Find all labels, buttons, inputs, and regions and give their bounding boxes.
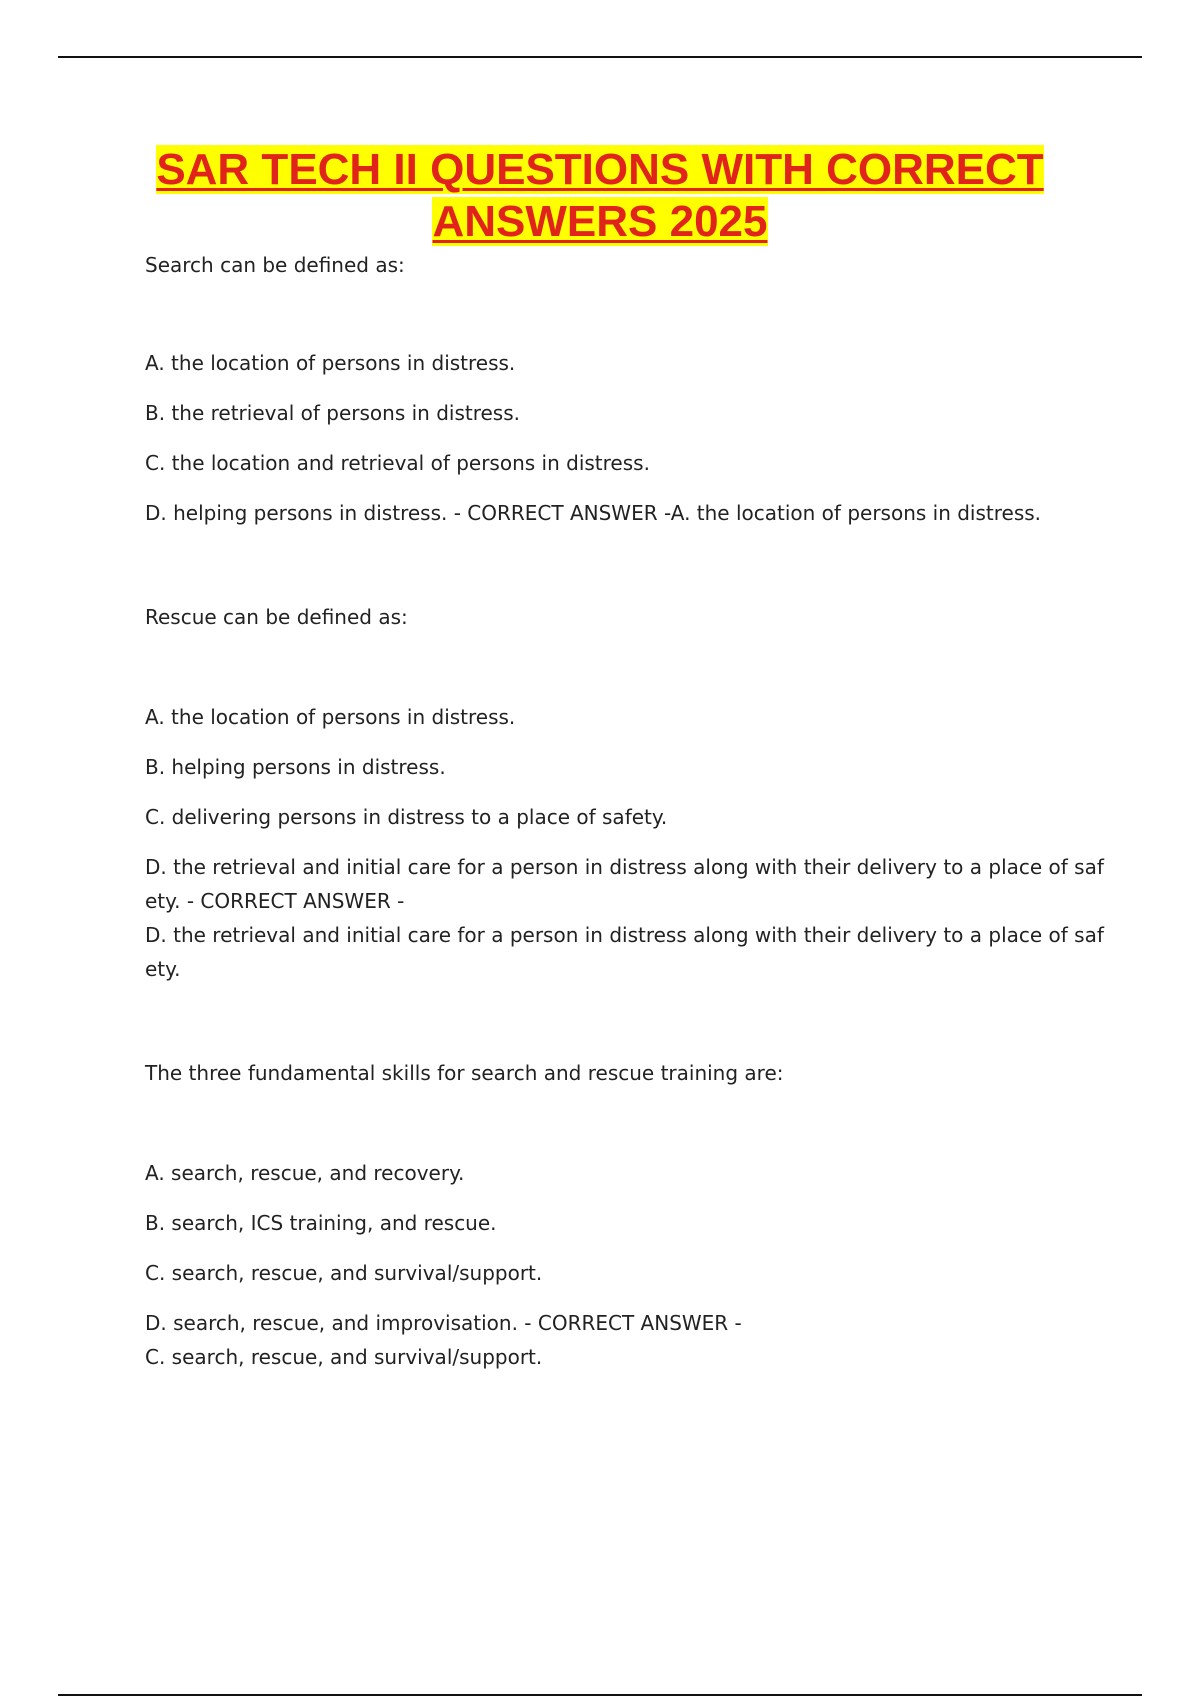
q1-question: Search can be defined as: bbox=[145, 253, 405, 277]
q1-option-c: C. the location and retrieval of persons in distress. bbox=[145, 451, 650, 475]
q3-option-b: B. search, ICS training, and rescue. bbox=[145, 1211, 497, 1235]
q3-option-c: C. search, rescue, and survival/support. bbox=[145, 1261, 543, 1285]
q2-option-c: C. delivering persons in distress to a place of safety. bbox=[145, 805, 668, 829]
q3-answer: C. search, rescue, and survival/support. bbox=[145, 1345, 543, 1369]
title-line-1: SAR TECH II QUESTIONS WITH CORRECT bbox=[156, 145, 1044, 194]
q2-option-d-line1: D. the retrieval and initial care for a person in distress along with their delivery to a place of saf bbox=[145, 855, 1104, 879]
q2-answer-line1: D. the retrieval and initial care for a person in distress along with their delivery to a place of saf bbox=[145, 923, 1104, 947]
q3-question: The three fundamental skills for search and rescue training are: bbox=[145, 1061, 784, 1085]
q2-option-a: A. the location of persons in distress. bbox=[145, 705, 516, 729]
document-title bbox=[100, 144, 1100, 248]
q2-option-d-line2: ety. - CORRECT ANSWER - bbox=[145, 889, 405, 913]
q1-option-b: B. the retrieval of persons in distress. bbox=[145, 401, 520, 425]
q1-option-d-answer: D. helping persons in distress. - CORRECT ANSWER -A. the location of persons in distress. bbox=[145, 501, 1042, 525]
bottom-rule bbox=[58, 1694, 1142, 1696]
q2-answer-line2: ety. bbox=[145, 957, 181, 981]
q1-option-a: A. the location of persons in distress. bbox=[145, 351, 516, 375]
q2-option-b: B. helping persons in distress. bbox=[145, 755, 446, 779]
q3-option-a: A. search, rescue, and recovery. bbox=[145, 1161, 465, 1185]
q3-option-d: D. search, rescue, and improvisation. - CORRECT ANSWER - bbox=[145, 1311, 742, 1335]
title-line-2: ANSWERS 2025 bbox=[432, 197, 768, 246]
top-rule bbox=[58, 56, 1142, 58]
q2-question: Rescue can be defined as: bbox=[145, 605, 408, 629]
